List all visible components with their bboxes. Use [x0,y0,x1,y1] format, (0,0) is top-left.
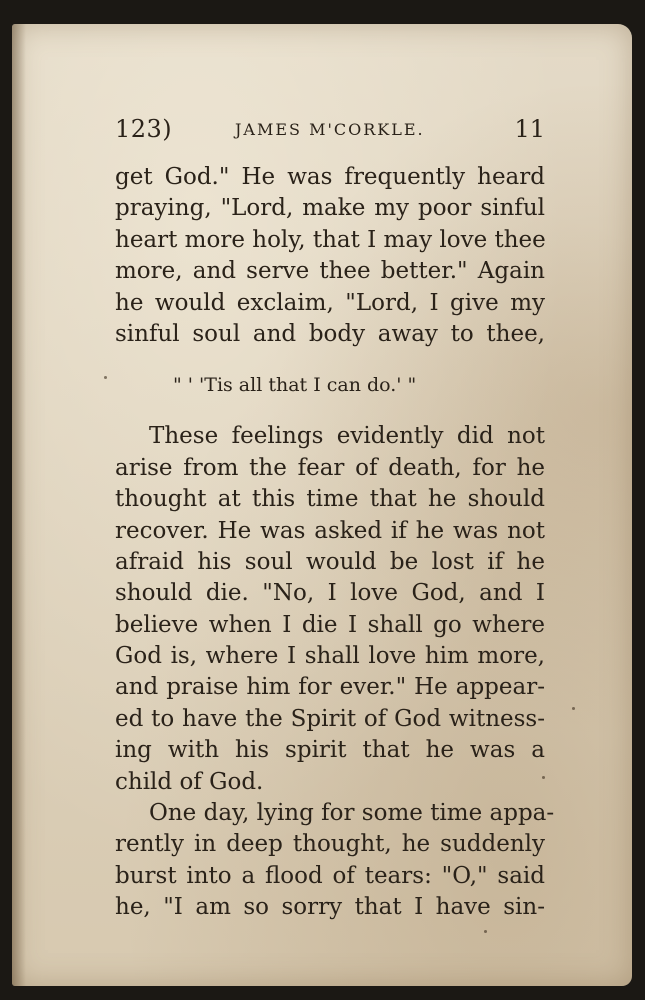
text-line: more, and serve thee better." Again [115,258,545,285]
text-line: thought at this time that he should [115,486,545,513]
text-line: rently in deep thought, he suddenly [115,831,545,858]
text-line: and praise him for ever." He appear- [115,674,545,701]
page-number: 11 [514,115,545,143]
text-line: God is, where I shall love him more, [115,643,545,670]
page-spine-shadow [12,24,26,986]
paragraph-1 [115,162,545,350]
text-line: burst into a flood of tears: "O," said [115,862,545,889]
text-line: he would exclaim, "Lord, I give my [115,289,545,316]
text-line: recover. He was asked if he was not [115,517,545,544]
paper-speck [542,776,545,779]
paper-speck [572,707,575,710]
text-line: sinful soul and body away to thee, [115,320,545,347]
text-line: arise from the fear of death, for he [115,454,545,481]
verse-quote: " ' 'Tis all that I can do.' " [173,374,417,397]
text-line: get God." He was frequently heard [115,164,545,190]
text-line: One day, lying for some time appa- [149,800,555,827]
text-line: These feelings evidently did not [149,423,545,450]
text-line: he, "I am so sorry that I have sin- [115,894,545,921]
text-line: ing with his spirit that he was a [115,737,545,764]
page-body [115,162,555,924]
text-line: should die. "No, I love God, and I [115,580,545,607]
text-line: child of God. [115,768,264,795]
paragraph-2 [115,421,545,798]
paper-speck [104,376,107,379]
book-page [12,24,632,986]
text-line: afraid his soul would be lost if he [115,548,545,575]
text-line: ed to have the Spirit of God witness- [115,705,545,732]
text-line: praying, "Lord, make my poor sinful [115,195,545,222]
text-line: heart more holy, that I may love thee [115,226,546,253]
header-left-mark: 123) [115,115,173,143]
paragraph-3 [115,798,555,924]
paper-speck [484,930,487,933]
running-title: JAMES M'CORKLE. [235,120,425,139]
text-line: believe when I die I shall go where [115,611,545,638]
running-header [115,115,545,149]
